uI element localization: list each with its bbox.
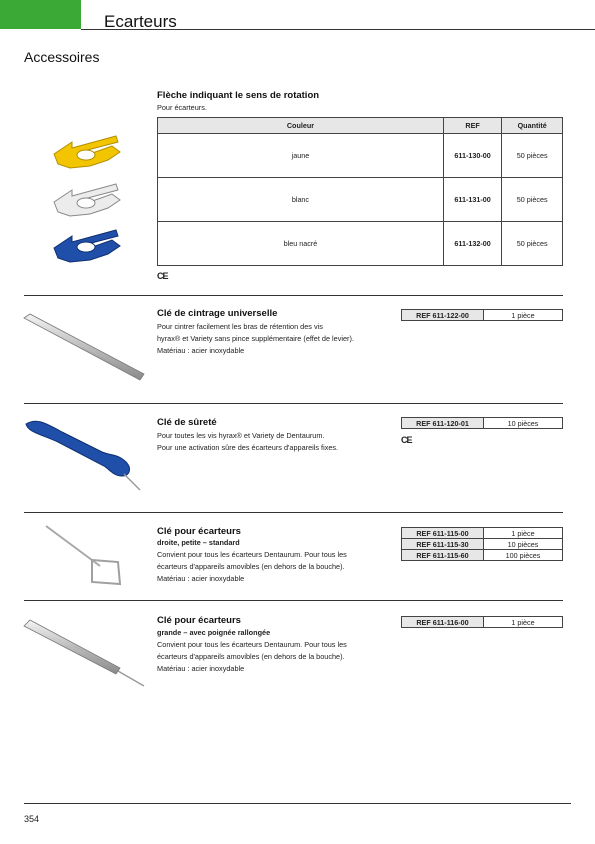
cell-qty: 1 pièce bbox=[484, 310, 563, 321]
yellow-arrow-icon bbox=[54, 136, 120, 168]
product-title-large-key: Clé pour écarteurs bbox=[157, 615, 241, 626]
product-title-small-key: Clé pour écarteurs bbox=[157, 526, 241, 537]
col-header-quantity: Quantité bbox=[502, 118, 563, 134]
brand-color-tab bbox=[0, 0, 81, 29]
header-rule bbox=[81, 29, 595, 30]
page-header-title: Ecarteurs bbox=[104, 12, 177, 31]
ref-table-safety-key bbox=[401, 417, 563, 429]
bending-key-image bbox=[22, 312, 146, 384]
table-row bbox=[402, 550, 563, 561]
product-title-bending-key: Clé de cintrage universelle bbox=[157, 308, 278, 319]
ce-mark: CE bbox=[157, 271, 168, 281]
cell-ref: REF 611-122-00 bbox=[402, 310, 484, 321]
product-desc-rotation-arrow: Pour écarteurs. bbox=[157, 103, 207, 112]
rotation-arrow-table bbox=[157, 117, 563, 266]
section-title: Accessoires bbox=[24, 49, 100, 65]
product-desc-small-key: droite, petite – standard Convient pour tous les écarteurs Dentaurum. Pour tous les écarteurs d'appareils amovibles (en dehors de la bouche). Matériau : acier inoxydable bbox=[157, 538, 347, 583]
cell-qty: 100 pièces bbox=[484, 550, 563, 561]
cell-qty: 1 pièce bbox=[484, 528, 563, 539]
cell-ref: 611-132-00 bbox=[443, 222, 501, 266]
cell-color: blanc bbox=[158, 178, 444, 222]
table-row bbox=[158, 178, 563, 222]
page-number: 354 bbox=[24, 814, 40, 824]
cell-qty: 10 pièces bbox=[484, 418, 563, 429]
section-divider bbox=[24, 403, 563, 404]
cell-ref: REF 611-115-30 bbox=[402, 539, 484, 550]
section-divider bbox=[24, 512, 563, 513]
small-expansion-key-image bbox=[40, 522, 130, 588]
table-row bbox=[158, 134, 563, 178]
white-arrow-icon bbox=[54, 184, 120, 216]
cell-ref: REF 611-120-01 bbox=[402, 418, 484, 429]
cell-color: jaune bbox=[158, 134, 444, 178]
table-row bbox=[158, 222, 563, 266]
product-desc-large-key: grande – avec poignée rallongée Convient pour tous les écarteurs Dentaurum. Pour tous les écarteurs d'appareils amovibles (en dehors de la bouche). Matériau : acier inoxydable bbox=[157, 628, 347, 673]
table-row bbox=[402, 617, 563, 628]
product-desc-bending-key: Pour cintrer facilement les bras de rétention des vis hyrax® et Variety sans pince supplémentaire (effet de levier). Matériau : acier inoxydable bbox=[157, 322, 354, 355]
safety-key-image bbox=[22, 418, 146, 494]
ce-mark: CE bbox=[401, 435, 412, 445]
table-row bbox=[402, 539, 563, 550]
cell-qty: 50 pièces bbox=[502, 134, 563, 178]
product-desc-safety-key: Pour toutes les vis hyrax® et Variety de Dentaurum. Pour une activation sûre des écarteurs d'appareils fixes. bbox=[157, 431, 339, 452]
large-expansion-key-image bbox=[22, 618, 146, 690]
table-row bbox=[402, 528, 563, 539]
cell-ref: 611-130-00 bbox=[443, 134, 501, 178]
product-title-rotation-arrow: Flèche indiquant le sens de rotation bbox=[157, 90, 320, 101]
cell-ref: REF 611-115-00 bbox=[402, 528, 484, 539]
cell-qty: 1 pièce bbox=[484, 617, 563, 628]
table-row bbox=[402, 310, 563, 321]
cell-qty: 50 pièces bbox=[502, 222, 563, 266]
rotation-arrows-image bbox=[50, 130, 126, 266]
section-divider bbox=[24, 600, 563, 601]
cell-color: bleu nacré bbox=[158, 222, 444, 266]
cell-qty: 50 pièces bbox=[502, 178, 563, 222]
footer-rule bbox=[24, 803, 571, 804]
blue-arrow-icon bbox=[54, 230, 120, 262]
cell-ref: 611-131-00 bbox=[443, 178, 501, 222]
col-header-color: Couleur bbox=[158, 118, 444, 134]
cell-ref: REF 611-115-60 bbox=[402, 550, 484, 561]
cell-ref: REF 611-116-00 bbox=[402, 617, 484, 628]
ref-table-large-key bbox=[401, 616, 563, 628]
cell-qty: 10 pièces bbox=[484, 539, 563, 550]
table-row bbox=[402, 418, 563, 429]
col-header-ref: REF bbox=[443, 118, 501, 134]
product-title-safety-key: Clé de sûreté bbox=[157, 417, 217, 428]
ref-table-small-key bbox=[401, 527, 563, 561]
section-divider bbox=[24, 295, 563, 296]
ref-table-bending-key bbox=[401, 309, 563, 321]
